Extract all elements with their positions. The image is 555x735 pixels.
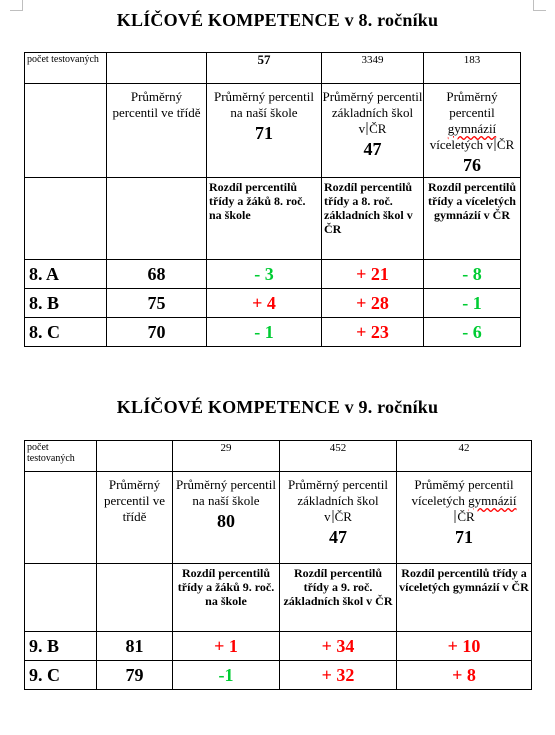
class-name: 8. C xyxy=(25,318,107,347)
diff-school: - 3 xyxy=(207,260,322,289)
header-zs-avg-pre: v xyxy=(358,121,366,136)
header-gym-avg-pre: víceletých v xyxy=(429,137,493,152)
header-zs-avg-label: Průměrný percentil základních škol xyxy=(288,477,388,508)
table-row xyxy=(25,260,521,289)
header-school-avg-label: Průměrný percentil na naší škole xyxy=(214,89,314,120)
header-gym-avg-post: ČR xyxy=(457,509,475,524)
diff-school: - 1 xyxy=(207,318,322,347)
header-zs-avg-value: 47 xyxy=(363,139,382,159)
header-row xyxy=(25,84,521,178)
header-school-avg-value: 80 xyxy=(217,511,235,531)
header-class-avg-label: Průměrný percentil ve třídě xyxy=(104,477,165,524)
text-cursor-icon xyxy=(332,510,334,523)
count-zs: 3349 xyxy=(322,53,424,84)
table-row xyxy=(25,632,532,661)
header-gym-avg-underlined: gymnázií xyxy=(447,121,497,136)
header-school-avg-value: 71 xyxy=(255,123,273,143)
header-empty xyxy=(25,84,107,178)
count-row xyxy=(25,53,521,84)
section2-table xyxy=(24,440,532,690)
diff-zs: + 23 xyxy=(322,318,424,347)
diff-header-empty xyxy=(107,178,207,260)
header-gym-avg-post: ČR xyxy=(496,137,515,152)
section2-title: KLÍČOVÉ KOMPETENCE v 9. ročníku xyxy=(116,397,439,417)
header-gym-avg-underlined: gymnázií xyxy=(468,493,517,508)
diff-header-empty xyxy=(25,178,107,260)
diff-header-row xyxy=(25,564,532,632)
diff-gym: - 6 xyxy=(424,318,521,347)
header-gym-avg xyxy=(397,472,532,564)
count-empty xyxy=(107,53,207,84)
class-name: 9. B xyxy=(25,632,97,661)
class-avg: 68 xyxy=(107,260,207,289)
count-zs: 452 xyxy=(280,441,397,472)
text-cursor-icon xyxy=(494,138,496,151)
header-zs-avg xyxy=(322,84,424,178)
header-row xyxy=(25,472,532,564)
header-gym-avg-value: 71 xyxy=(455,527,473,547)
diff-zs: + 32 xyxy=(280,661,397,690)
count-school: 29 xyxy=(173,441,280,472)
table-row xyxy=(25,318,521,347)
header-school-avg-label: Průměrný percentil na naší škole xyxy=(176,477,276,508)
section1-table xyxy=(24,52,521,347)
header-zs-avg-pre: v xyxy=(324,509,331,524)
diff-school: + 4 xyxy=(207,289,322,318)
table-row xyxy=(25,661,532,690)
diff-zs: + 21 xyxy=(322,260,424,289)
class-avg: 81 xyxy=(97,632,173,661)
header-class-avg xyxy=(107,84,207,178)
header-zs-avg xyxy=(280,472,397,564)
count-row xyxy=(25,441,532,472)
count-gym: 183 xyxy=(424,53,521,84)
diff-gym: + 8 xyxy=(397,661,532,690)
section1-title: KLÍČOVÉ KOMPETENCE v 8. ročníku xyxy=(116,10,439,30)
header-zs-avg-post: ČR xyxy=(334,509,352,524)
diff-header-zs: Rozdíl percentilů třídy a 9. roč. základních škol v ČR xyxy=(280,564,397,632)
class-name: 8. B xyxy=(25,289,107,318)
header-school-avg xyxy=(207,84,322,178)
header-empty xyxy=(25,472,97,564)
diff-header-gym: Rozdíl percentilů třídy a víceletých gymnázií v ČR xyxy=(397,564,532,632)
diff-header-school: Rozdíl percentilů třídy a žáků 9. roč. na škole xyxy=(173,564,280,632)
class-name: 8. A xyxy=(25,260,107,289)
diff-header-school: Rozdíl percentilů třídy a žáků 8. roč. na škole xyxy=(207,178,322,260)
diff-header-empty xyxy=(25,564,97,632)
header-gym-avg-value: 76 xyxy=(463,155,481,175)
diff-header-gym: Rozdíl percentilů třídy a víceletých gymnázií v ČR xyxy=(424,178,521,260)
table-row xyxy=(25,289,521,318)
diff-gym: + 10 xyxy=(397,632,532,661)
diff-zs: + 34 xyxy=(280,632,397,661)
diff-header-row xyxy=(25,178,521,260)
diff-gym: - 1 xyxy=(424,289,521,318)
diff-header-zs: Rozdíl percentilů třídy a 8. roč. základních škol v ČR xyxy=(322,178,424,260)
diff-school: -1 xyxy=(173,661,280,690)
header-gym-avg-label: Průměmý percentil víceletých xyxy=(411,477,514,508)
count-school: 57 xyxy=(207,53,322,84)
header-gym-avg-label: Průměrný percentil xyxy=(446,89,498,120)
count-label: počet testovaných xyxy=(25,53,107,84)
count-gym: 42 xyxy=(397,441,532,472)
header-zs-avg-post: ČR xyxy=(369,121,387,136)
header-zs-avg-label: Průměrný percentil základních škol xyxy=(322,89,423,120)
header-class-avg xyxy=(97,472,173,564)
class-avg: 70 xyxy=(107,318,207,347)
diff-gym: - 8 xyxy=(424,260,521,289)
count-empty xyxy=(97,441,173,472)
text-cursor-icon xyxy=(366,122,368,135)
header-class-avg-label: Průměrný percentil ve třídě xyxy=(112,89,201,120)
header-gym-avg xyxy=(424,84,521,178)
count-label: počet testovaných xyxy=(25,441,97,472)
class-avg: 75 xyxy=(107,289,207,318)
diff-school: + 1 xyxy=(173,632,280,661)
header-zs-avg-value: 47 xyxy=(329,527,347,547)
class-avg: 79 xyxy=(97,661,173,690)
class-name: 9. C xyxy=(25,661,97,690)
diff-zs: + 28 xyxy=(322,289,424,318)
header-school-avg xyxy=(173,472,280,564)
diff-header-empty xyxy=(97,564,173,632)
